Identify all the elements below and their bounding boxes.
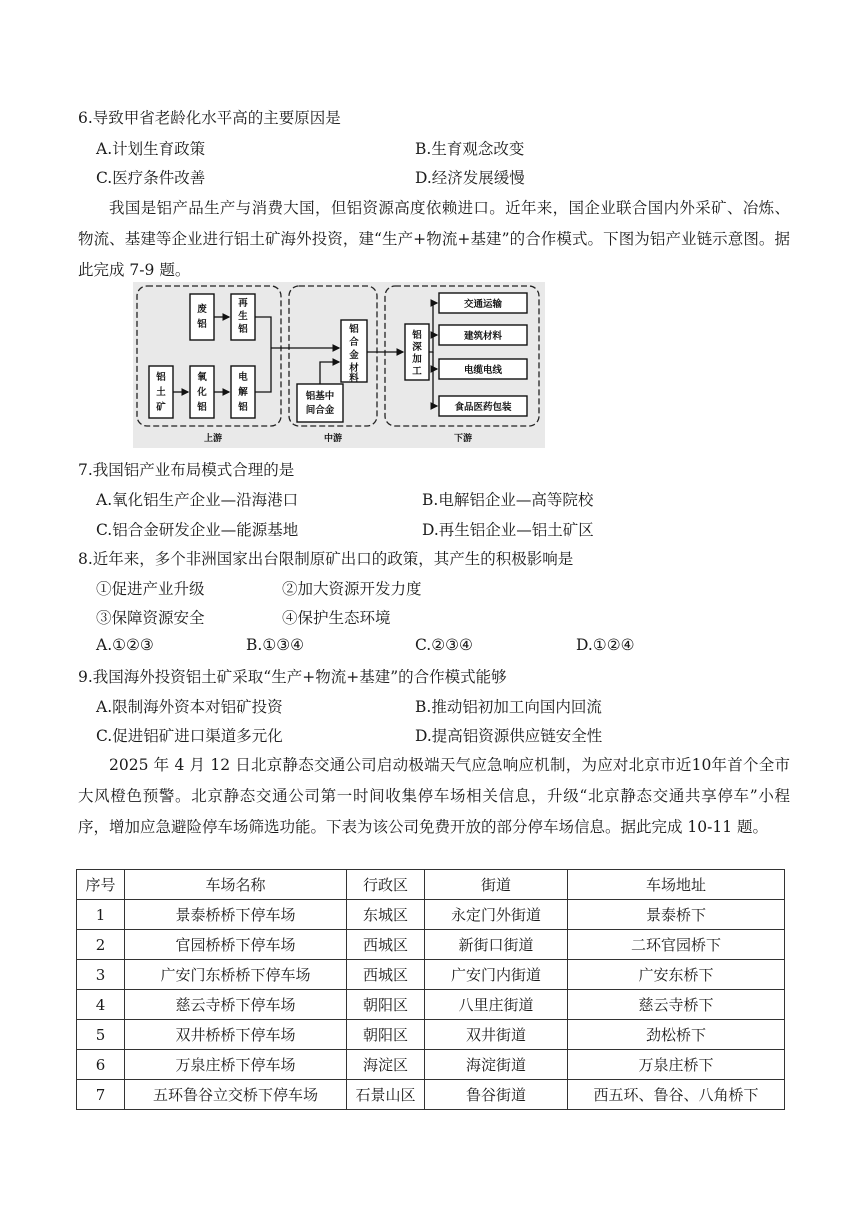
col-header-address: 车场地址 [568,870,785,900]
svg-text:料: 料 [349,373,359,384]
cell-index: 3 [77,960,125,990]
q6-option-a: A.计划生育政策 [96,140,206,158]
q6-option-c: C.医疗条件改善 [96,169,206,187]
q7-option-c: C.铝合金研发企业—能源基地 [96,521,299,539]
cell-address: 劲松桥下 [568,1020,785,1050]
cell-name: 广安门东桥桥下停车场 [125,960,347,990]
cell-name: 万泉庄桥下停车场 [125,1050,347,1080]
midstream-label: 中游 [323,434,343,444]
cell-name: 五环鲁谷立交桥下停车场 [125,1080,347,1110]
parking-lot-table [76,869,785,1110]
cell-address: 景泰桥下 [568,900,785,930]
q8-option-d: D.①②④ [576,636,635,654]
q6-option-d: D.经济发展缓慢 [415,169,525,187]
q9-option-d: D.提高铝资源供应链安全性 [415,727,603,745]
electrolytic-aluminum-label: 电 [238,372,248,383]
deep-processing-label: 铝 [412,330,422,341]
cell-name: 官园桥桥下停车场 [125,930,347,960]
cell-street: 广安门内街道 [425,960,568,990]
cell-street: 双井街道 [425,1020,568,1050]
svg-text:铝: 铝 [238,402,248,413]
cell-index: 7 [77,1080,125,1110]
cell-street: 新街口街道 [425,930,568,960]
table-row [77,960,785,990]
table-row [77,1020,785,1050]
table-row [77,930,785,960]
svg-text:深: 深 [412,342,422,353]
table-header-row [77,870,785,900]
cell-street: 八里庄街道 [425,990,568,1020]
cell-district: 西城区 [347,930,425,960]
cell-street: 海淀街道 [425,1050,568,1080]
cell-name: 景泰桥桥下停车场 [125,900,347,930]
svg-text:合: 合 [349,337,359,348]
cell-district: 石景山区 [347,1080,425,1110]
table-row [77,1050,785,1080]
packaging-label: 食品医药包装 [454,402,512,413]
cell-index: 5 [77,1020,125,1050]
q8-statement-4: ④保护生态环境 [282,609,391,627]
q8-statement-2: ②加大资源开发力度 [282,580,422,598]
cell-district: 西城区 [347,960,425,990]
svg-text:铝: 铝 [238,324,248,335]
col-header-street: 街道 [425,870,568,900]
cell-address: 慈云寺桥下 [568,990,785,1020]
cell-district: 东城区 [347,900,425,930]
cell-district: 海淀区 [347,1050,425,1080]
svg-text:金: 金 [349,350,359,361]
q9-option-c: C.促进铝矿进口渠道多元化 [96,727,283,745]
passage-parking: 2025 年 4 月 12 日北京静态交通公司启动极端天气应急响应机制，为应对北京市近10年首个全市大风橙色预警。北京静态交通公司第一时间收集停车场相关信息，升级“北京静态交通共享停车”小程序，增加应急避险停车场筛选功能。下表为该公司免费开放的部分停车场信息。据此完成 10-11 题。 [78,756,790,836]
q8-statement-3: ③保障资源安全 [96,609,205,627]
aluminum-industry-chain-diagram [133,282,545,448]
cell-address: 广安东桥下 [568,960,785,990]
svg-text:土: 土 [156,387,166,398]
master-alloy-box [297,384,343,422]
q6-stem: 6.导致甲省老龄化水平高的主要原因是 [78,109,341,127]
svg-text:生: 生 [238,311,248,322]
svg-text:工: 工 [412,366,422,377]
q9-stem: 9.我国海外投资铝土矿采取“生产+物流+基建”的合作模式能够 [78,668,507,686]
scrap-aluminum-label: 废 [197,304,207,315]
aluminum-alloy-label: 铝 [349,324,359,335]
upstream-label: 上游 [203,434,223,444]
q8-stem: 8.近年来，多个非洲国家出台限制原矿出口的政策，其产生的积极影响是 [78,550,574,568]
table-row [77,990,785,1020]
cell-index: 4 [77,990,125,1020]
building-label: 建筑材料 [463,331,503,342]
svg-text:解: 解 [238,387,248,398]
cell-address: 二环官园桥下 [568,930,785,960]
q9-option-b: B.推动铝初加工向国内回流 [415,698,602,716]
q8-statement-1: ①促进产业升级 [96,580,205,598]
scrap-aluminum-box [190,294,214,340]
cell-index: 1 [77,900,125,930]
svg-text:材: 材 [349,363,359,374]
passage-aluminum: 我国是铝产品生产与消费大国，但铝资源高度依赖进口。近年来，国企业联合国内外采矿、冶炼、物流、基建等企业进行铝土矿海外投资，建“生产+物流+基建”的合作模式。下图为铝产业链示意图。据此完成 7-9 题。 [78,199,790,279]
cell-district: 朝阳区 [347,1020,425,1050]
bauxite-label: 铝 [156,372,166,383]
alumina-label: 氧 [197,372,207,383]
q8-option-a: A.①②③ [96,636,154,654]
cell-street: 永定门外街道 [425,900,568,930]
svg-text:间合金: 间合金 [305,405,335,416]
transport-label: 交通运输 [463,299,503,310]
q8-option-b: B.①③④ [246,636,305,654]
table-row [77,900,785,930]
col-header-district: 行政区 [347,870,425,900]
recycled-aluminum-label: 再 [238,298,248,309]
master-alloy-label: 铝基中 [305,391,335,402]
svg-text:铝: 铝 [197,402,207,413]
downstream-label: 下游 [453,434,473,444]
col-header-index: 序号 [77,870,125,900]
svg-text:化: 化 [197,387,207,398]
svg-text:加: 加 [412,354,422,365]
svg-text:矿: 矿 [156,402,166,413]
q9-option-a: A.限制海外资本对铝矿投资 [96,698,283,716]
cable-label: 电缆电线 [463,365,503,376]
q7-option-b: B.电解铝企业—高等院校 [422,491,594,509]
cell-index: 6 [77,1050,125,1080]
table-row [77,1080,785,1110]
cell-name: 慈云寺桥下停车场 [125,990,347,1020]
q7-option-a: A.氧化铝生产企业—沿海港口 [96,491,299,509]
q7-stem: 7.我国铝产业布局模式合理的是 [78,461,295,479]
cell-name: 双井桥桥下停车场 [125,1020,347,1050]
cell-district: 朝阳区 [347,990,425,1020]
cell-address: 万泉庄桥下 [568,1050,785,1080]
cell-address: 西五环、鲁谷、八角桥下 [568,1080,785,1110]
q7-option-d: D.再生铝企业—铝土矿区 [422,521,594,539]
cell-street: 鲁谷街道 [425,1080,568,1110]
svg-text:铝: 铝 [197,319,207,330]
q6-option-b: B.生育观念改变 [415,140,525,158]
cell-index: 2 [77,930,125,960]
q8-option-c: C.②③④ [415,636,473,654]
col-header-name: 车场名称 [125,870,347,900]
